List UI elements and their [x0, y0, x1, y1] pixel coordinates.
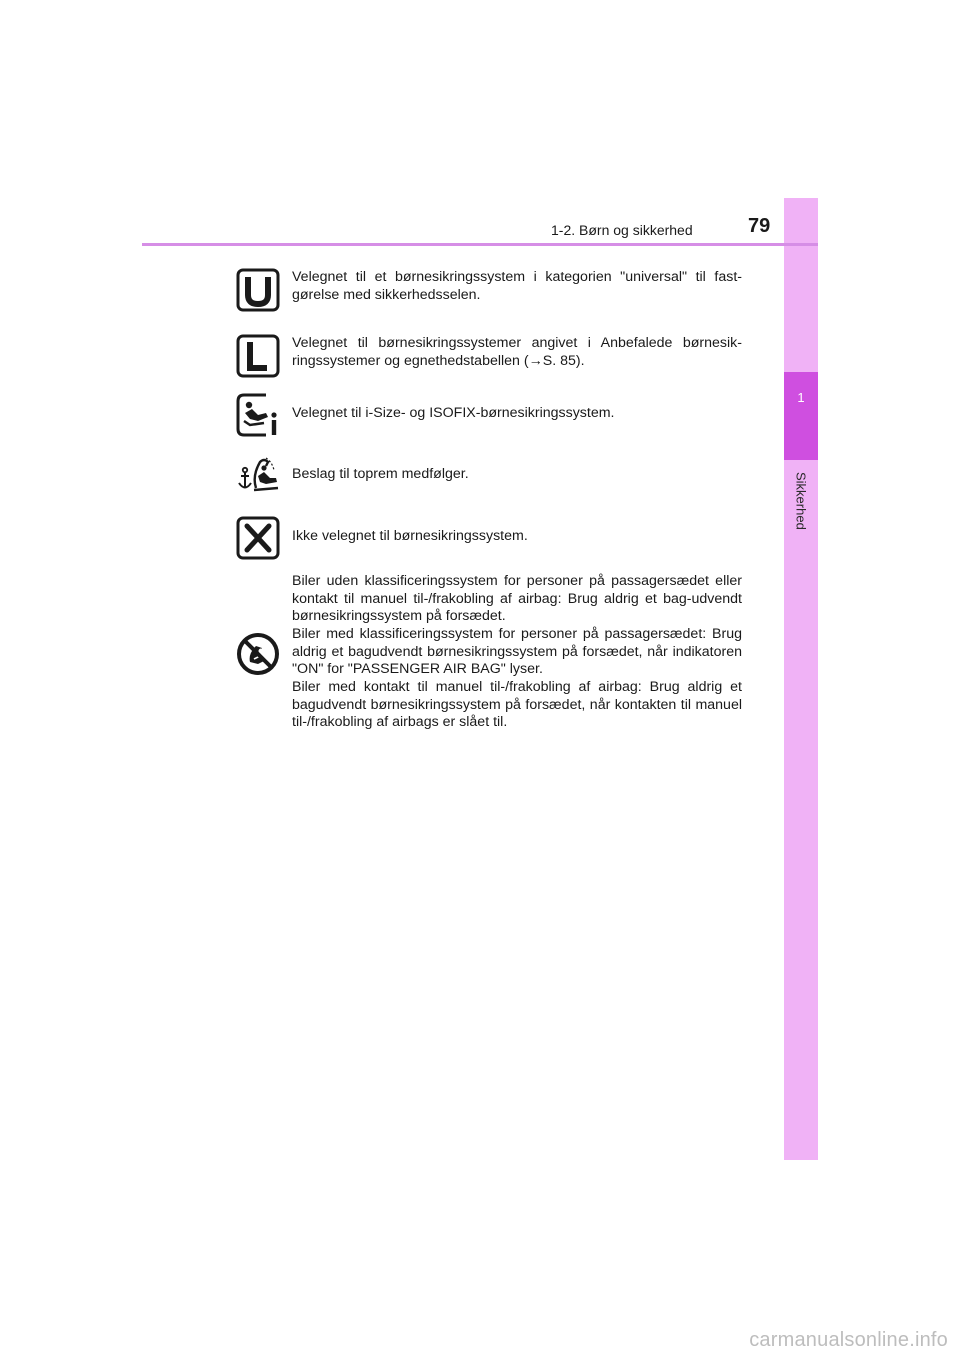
watermark: carmanualsonline.info: [749, 1329, 948, 1351]
universal-u-icon: [236, 268, 280, 312]
entry-text-paragraph: Biler med klassificeringssystem for personer på passagersædet: Brug aldrig et bagudvendt børnesikringssystem på forsædet, når indikatoren "ON" for "PASSENGER AIR BAG" lyser.: [292, 626, 742, 678]
l-category-icon: [236, 334, 280, 378]
entry-text: Velegnet til i-Size- og ISOFIX-børnesikringssystem.: [292, 405, 615, 421]
entry-text-paragraph: Biler med kontakt til manuel til-/frakobling af airbag: Brug aldrig et bagudvendt børnesikringssystem på forsædet, når kontakten til manuel til-/frakobling af airbags er slået til.: [292, 679, 742, 731]
header-rule: [142, 243, 818, 246]
section-title: 1-2. Børn og sikkerhed: [551, 222, 693, 238]
page-number: 79: [748, 215, 771, 237]
x-not-suitable-icon: [236, 516, 280, 560]
entry-text: Ikke velegnet til børnesikringssystem.: [292, 528, 528, 544]
chapter-number: 1: [797, 390, 805, 405]
entry-text: Velegnet til et børnesikringssystem i kategorien "universal" til fast-gørelse med sikkerhedsselen.: [292, 269, 742, 303]
no-rear-facing-seat-icon: [236, 632, 280, 676]
entry-text: Beslag til toprem medfølger.: [292, 466, 469, 482]
chapter-label: Sikkerhed: [793, 472, 809, 530]
i-size-seat-icon: [236, 393, 280, 437]
side-tab-active-chapter: [784, 372, 818, 460]
entry-text-paragraph: Biler uden klassificeringssystem for personer på passagersædet eller kontakt til manuel til-/frakobling af airbag: Brug aldrig et bag-udvendt børnesikringssystem på forsædet.: [292, 573, 742, 625]
entry-text: Velegnet til børnesikringssystemer angivet i Anbefalede børnesik-ringssystemer og egnethedstabellen (→S. 85).: [292, 335, 742, 369]
top-tether-anchor-icon: [236, 452, 280, 496]
side-tab: [784, 198, 818, 1160]
